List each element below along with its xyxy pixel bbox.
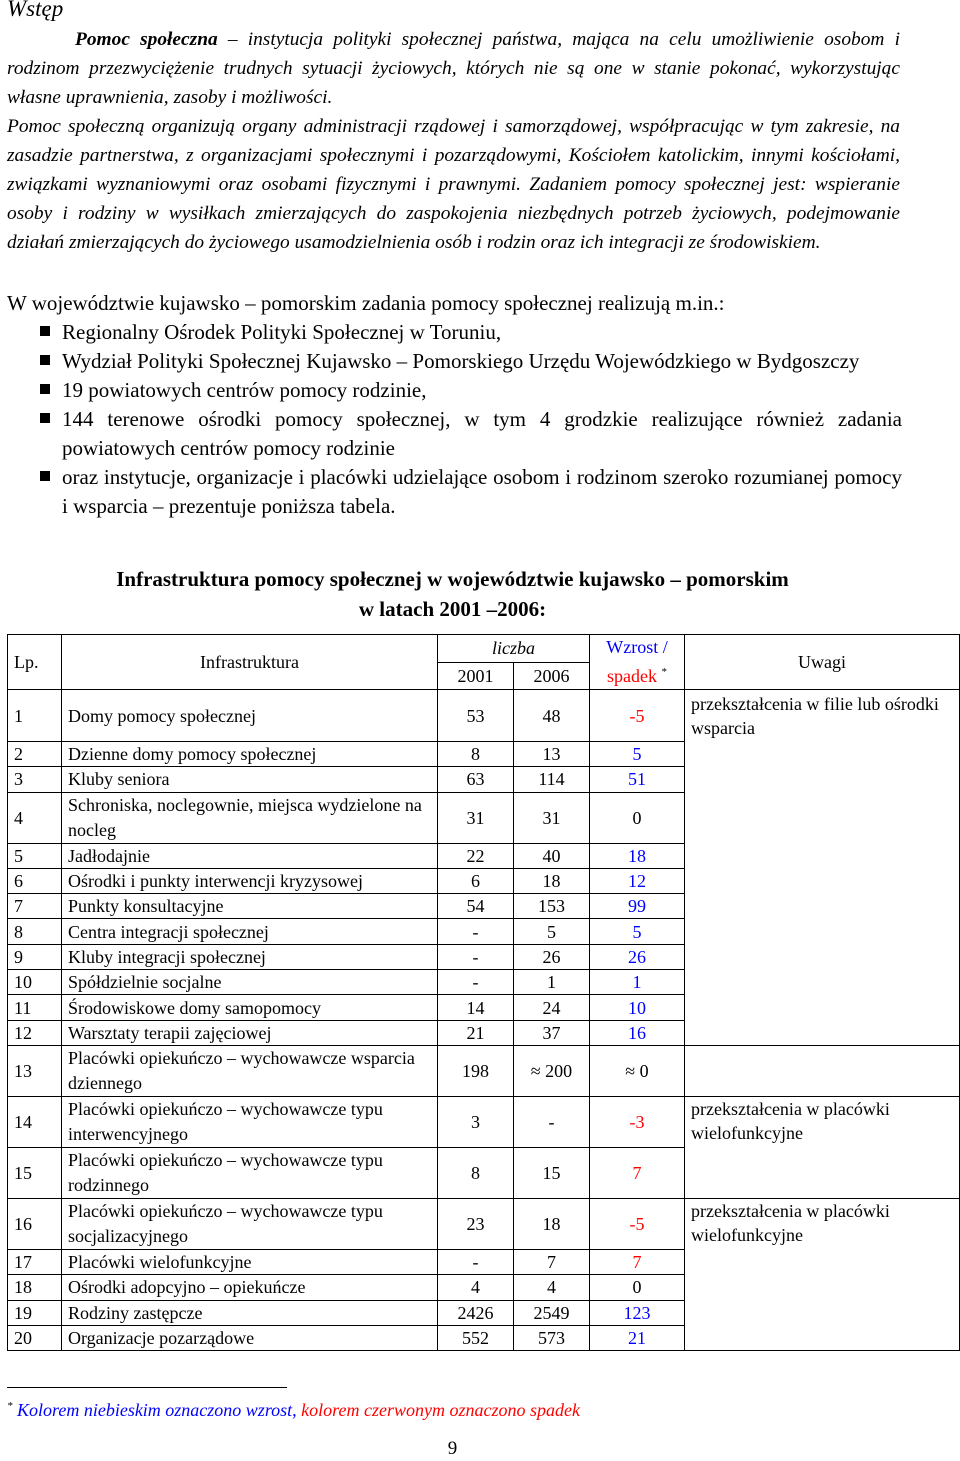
- cell-2001: 53: [438, 690, 514, 742]
- cell-2001: 8: [438, 1147, 514, 1198]
- cell-2001: 23: [438, 1198, 514, 1249]
- cell-2001: 552: [438, 1325, 514, 1350]
- cell-name: Kluby seniora: [62, 767, 438, 792]
- cell-lp: 17: [8, 1249, 62, 1274]
- cell-lp: 16: [8, 1198, 62, 1249]
- cell-2001: -: [438, 919, 514, 944]
- header-star: *: [661, 666, 667, 678]
- cell-lp: 9: [8, 944, 62, 969]
- cell-name: Placówki opiekuńczo – wychowawcze typu socjalizacyjnego: [62, 1198, 438, 1249]
- intro-paragraph-2: Pomoc społeczną organizują organy administracji rządowej i samorządowej, współpracując w tym zakresie, na zasadzie partnerstwa, z organizacjami społecznymi i pozarządowymi, Kościołem katolickim, innymi kościołami, związkami wyznaniowymi oraz osobami fizycznymi i prawnymi. Zadaniem pomocy społecznej jest: wspieranie osoby i rodziny w wysiłkach zmierzających do zaspokojenia niezbędnych potrzeb życiowych, podejmowanie działań zmierzających do życiowego usamodzielnienia osób i rodzin oraz ich integracji ze środowiskiem.: [7, 116, 900, 253]
- cell-lp: 10: [8, 970, 62, 995]
- footnote-increase-text: Kolorem niebieskim oznaczono wzrost,: [17, 1400, 297, 1420]
- cell-change: 51: [590, 767, 685, 792]
- cell-name: Organizacje pozarządowe: [62, 1325, 438, 1350]
- cell-2001: -: [438, 1249, 514, 1274]
- cell-2001: 2426: [438, 1300, 514, 1325]
- cell-2006: 48: [514, 690, 590, 742]
- intro-definition: – instytucja polityki społecznej państwa, mająca na celu umożliwienie osobom i rodzinom przezwyciężenie trudnych sytuacji życiowych, których nie są one w stanie pokonać, wykorzystując własne uprawnienia, zasoby i możliwości.: [7, 29, 900, 108]
- note-text: przekształcenia w placówki wielofunkcyjne: [691, 1200, 890, 1245]
- cell-change: 123: [590, 1300, 685, 1325]
- table-row: [8, 690, 960, 742]
- cell-2006: 18: [514, 868, 590, 893]
- list-item: 144 terenowe ośrodki pomocy społecznej, w tym 4 grodzkie realizujące również zadania powiatowych centrów pomocy rodzinie: [40, 405, 902, 463]
- list-item: 19 powiatowych centrów pomocy rodzinie,: [40, 376, 902, 405]
- cell-name: Placówki opiekuńczo – wychowawcze typu rodzinnego: [62, 1147, 438, 1198]
- note-text: przekształcenia w placówki wielofunkcyjne: [691, 1098, 890, 1143]
- cell-2001: -: [438, 970, 514, 995]
- header-uwagi: Uwagi: [685, 635, 960, 690]
- cell-change: 18: [590, 843, 685, 868]
- cell-lp: 15: [8, 1147, 62, 1198]
- cell-2006: 5: [514, 919, 590, 944]
- cell-change: 0: [590, 1275, 685, 1300]
- table-body: [8, 690, 960, 1351]
- cell-name: Dzienne domy pomocy społecznej: [62, 742, 438, 767]
- intro-text: [7, 25, 900, 257]
- square-bullet-icon: [40, 471, 50, 481]
- cell-2006: 15: [514, 1147, 590, 1198]
- cell-lp: 8: [8, 919, 62, 944]
- cell-note: [685, 1045, 960, 1096]
- cell-note: [685, 1096, 960, 1198]
- square-bullet-icon: [40, 355, 50, 365]
- cell-change: 0: [590, 792, 685, 843]
- header-2006: 2006: [514, 662, 590, 690]
- cell-2006: 26: [514, 944, 590, 969]
- cell-2001: -: [438, 944, 514, 969]
- header-liczba: liczba: [438, 635, 590, 663]
- cell-name: Ośrodki adopcyjno – opiekuńcze: [62, 1275, 438, 1300]
- cell-name: Jadłodajnie: [62, 843, 438, 868]
- cell-2006: 37: [514, 1020, 590, 1045]
- institutions-list: [40, 318, 902, 521]
- cell-2001: 14: [438, 995, 514, 1020]
- cell-name: Schroniska, noclegownie, miejsca wydzielone na nocleg: [62, 792, 438, 843]
- header-change: [590, 635, 685, 690]
- cell-2006: 4: [514, 1275, 590, 1300]
- cell-2006: 18: [514, 1198, 590, 1249]
- header-infrastructure: Infrastruktura: [62, 635, 438, 690]
- cell-name: Placówki opiekuńczo – wychowawcze wsparcia dziennego: [62, 1045, 438, 1096]
- cell-change: 21: [590, 1325, 685, 1350]
- footnote: [7, 1400, 580, 1421]
- cell-change: 7: [590, 1249, 685, 1274]
- cell-change: 1: [590, 970, 685, 995]
- note-text: przekształcenia w filie lub ośrodki wsparcia: [691, 694, 939, 738]
- cell-2006: -: [514, 1096, 590, 1147]
- cell-change: 16: [590, 1020, 685, 1045]
- square-bullet-icon: [40, 413, 50, 423]
- cell-2001: 21: [438, 1020, 514, 1045]
- cell-change: 10: [590, 995, 685, 1020]
- table-title: [0, 564, 905, 624]
- header-wzrost: Wzrost /: [606, 637, 668, 657]
- square-bullet-icon: [40, 384, 50, 394]
- cell-name: Punkty konsultacyjne: [62, 894, 438, 919]
- cell-change: 12: [590, 868, 685, 893]
- cell-lp: 4: [8, 792, 62, 843]
- cell-lp: 6: [8, 868, 62, 893]
- cell-change: 99: [590, 894, 685, 919]
- cell-lp: 13: [8, 1045, 62, 1096]
- cell-lp: 14: [8, 1096, 62, 1147]
- section-heading: Wstęp: [7, 0, 64, 21]
- cell-lp: 18: [8, 1275, 62, 1300]
- table-row: [8, 1198, 960, 1249]
- header-lp: Lp.: [8, 635, 62, 690]
- list-item: oraz instytucje, organizacje i placówki udzielające osobom i rodzinom szeroko rozumianej pomocy i wsparcia – prezentuje poniższa tabela.: [40, 463, 902, 521]
- cell-2006: 153: [514, 894, 590, 919]
- cell-change: 7: [590, 1147, 685, 1198]
- table-title-line-2: w latach 2001 –2006:: [358, 597, 547, 621]
- cell-lp: 7: [8, 894, 62, 919]
- cell-change: -5: [590, 690, 685, 742]
- cell-lp: 20: [8, 1325, 62, 1350]
- cell-change: -3: [590, 1096, 685, 1147]
- page-number: 9: [447, 1438, 458, 1459]
- cell-2001: 31: [438, 792, 514, 843]
- cell-name: Spółdzielnie socjalne: [62, 970, 438, 995]
- lead-sentence: W województwie kujawsko – pomorskim zadania pomocy społecznej realizują m.in.:: [7, 291, 725, 315]
- header-spadek: spadek: [607, 666, 657, 686]
- intro-paragraph-1: [7, 25, 900, 112]
- cell-lp: 2: [8, 742, 62, 767]
- square-bullet-icon: [40, 326, 50, 336]
- cell-2006: ≈ 200: [514, 1045, 590, 1096]
- cell-2001: 63: [438, 767, 514, 792]
- cell-2006: 31: [514, 792, 590, 843]
- cell-change: ≈ 0: [590, 1045, 685, 1096]
- cell-lp: 5: [8, 843, 62, 868]
- cell-change: 26: [590, 944, 685, 969]
- cell-2006: 573: [514, 1325, 590, 1350]
- cell-2006: 40: [514, 843, 590, 868]
- cell-name: Centra integracji społecznej: [62, 919, 438, 944]
- table-row: [8, 1045, 960, 1096]
- list-item: Regionalny Ośrodek Polityki Społecznej w Toruniu,: [40, 318, 902, 347]
- cell-2001: 3: [438, 1096, 514, 1147]
- cell-2006: 13: [514, 742, 590, 767]
- list-item: Wydział Polityki Społecznej Kujawsko – Pomorskiego Urzędu Wojewódzkiego w Bydgoszczy: [40, 347, 902, 376]
- cell-2006: 1: [514, 970, 590, 995]
- cell-lp: 3: [8, 767, 62, 792]
- footnote-star: *: [7, 1400, 13, 1412]
- header-2001: 2001: [438, 662, 514, 690]
- cell-2001: 198: [438, 1045, 514, 1096]
- cell-name: Rodziny zastępcze: [62, 1300, 438, 1325]
- cell-name: Domy pomocy społecznej: [62, 690, 438, 742]
- cell-2001: 6: [438, 868, 514, 893]
- cell-lp: 12: [8, 1020, 62, 1045]
- cell-lp: 1: [8, 690, 62, 742]
- cell-name: Warsztaty terapii zajęciowej: [62, 1020, 438, 1045]
- cell-2001: 8: [438, 742, 514, 767]
- infrastructure-table: [7, 634, 960, 1351]
- cell-2001: 4: [438, 1275, 514, 1300]
- table-title-line-1: Infrastruktura pomocy społecznej w województwie kujawsko – pomorskim: [116, 567, 789, 591]
- table-row: [8, 1096, 960, 1147]
- footnote-decrease-text: kolorem czerwonym oznaczono spadek: [301, 1400, 580, 1420]
- footnote-divider: [7, 1387, 287, 1388]
- cell-name: Placówki wielofunkcyjne: [62, 1249, 438, 1274]
- cell-note: [685, 1198, 960, 1350]
- cell-2006: 2549: [514, 1300, 590, 1325]
- intro-term: Pomoc społeczna: [75, 29, 218, 50]
- cell-name: Kluby integracji społecznej: [62, 944, 438, 969]
- cell-change: 5: [590, 742, 685, 767]
- cell-name: Placówki opiekuńczo – wychowawcze typu interwencyjnego: [62, 1096, 438, 1147]
- cell-2006: 7: [514, 1249, 590, 1274]
- cell-2006: 24: [514, 995, 590, 1020]
- cell-change: 5: [590, 919, 685, 944]
- cell-change: -5: [590, 1198, 685, 1249]
- cell-lp: 19: [8, 1300, 62, 1325]
- cell-2001: 22: [438, 843, 514, 868]
- cell-lp: 11: [8, 995, 62, 1020]
- cell-name: Środowiskowe domy samopomocy: [62, 995, 438, 1020]
- cell-2001: 54: [438, 894, 514, 919]
- cell-name: Ośrodki i punkty interwencji kryzysowej: [62, 868, 438, 893]
- cell-note: [685, 690, 960, 1046]
- cell-2006: 114: [514, 767, 590, 792]
